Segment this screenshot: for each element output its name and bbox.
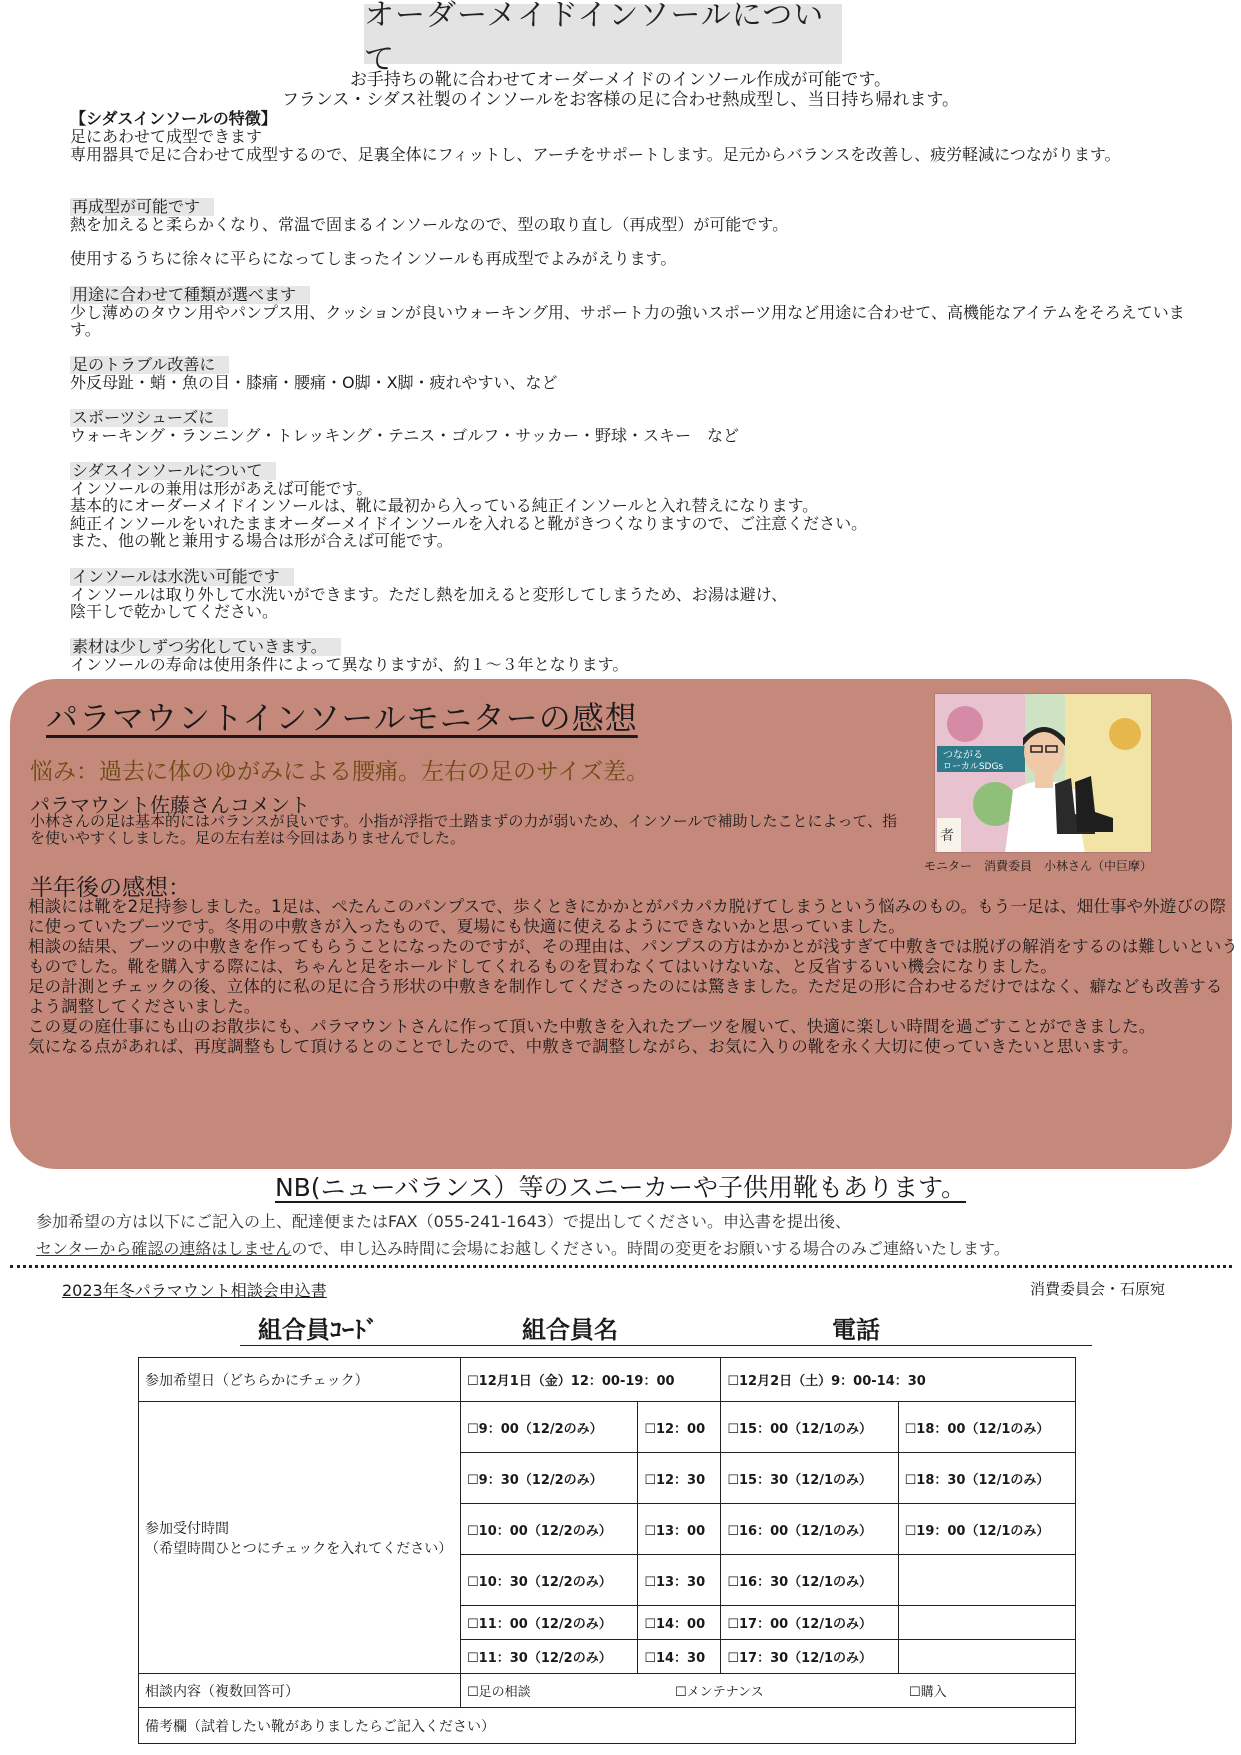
section-heading: インソールは水洗い可能です <box>70 568 294 586</box>
member-name-field[interactable]: 組合員名 <box>522 1316 618 1344</box>
time-slot[interactable]: ☐10：30（12/2のみ） <box>461 1555 638 1606</box>
after-text <box>28 897 1238 1057</box>
time-note: （希望時間ひとつにチェックを入れてください） <box>145 1540 453 1557</box>
section-body <box>70 216 1200 268</box>
time-slot-empty <box>898 1606 1075 1640</box>
section-about <box>70 462 1200 550</box>
section-heading: 再成型が可能です <box>70 198 214 216</box>
time-label: 参加受付時間 <box>145 1520 229 1537</box>
date-option-dec2[interactable]: ☐12月2日（土）9：00-14：30 <box>721 1358 1076 1402</box>
section-remold <box>70 198 1200 268</box>
section-body <box>70 304 1200 339</box>
intro-line: お手持ちの靴に合わせてオーダーメイドのインソール作成が可能です。 <box>349 70 892 90</box>
section-text: 基本的にオーダーメイドインソールは、靴に最初から入っている純正インソールと入れ替えになります。 <box>70 496 819 515</box>
after-heading: 半年後の感想： <box>30 875 191 901</box>
intro-line: フランス・シダス社製のインソールをお客様の足に合わせ熱成型し、当日持ち帰れます。 <box>281 90 960 110</box>
section-molding <box>70 128 1200 163</box>
member-fields <box>240 1310 1092 1346</box>
comment-heading: パラマウント佐藤さんコメント <box>30 793 310 817</box>
time-slot[interactable]: ☐18：30（12/1のみ） <box>898 1453 1075 1504</box>
form-title: 2023年冬パラマウント相談会申込書 <box>62 1281 327 1300</box>
section-text: 陰干しで乾かしてください。 <box>70 602 279 621</box>
consult-label: 相談内容（複数回答可） <box>139 1674 461 1708</box>
time-slot[interactable]: ☐14：00 <box>638 1606 721 1640</box>
after-paragraph: 相談の結果、ブーツの中敷きを作ってもらうことになったのですが、その理由は、パンプスの方はかかとが浅すぎて中敷きでは脱げの解消をするのは難しいというものでした。靴を購入する際には、ちゃんと足をホールドしてくれるものを買わなくてはいけないな、と反省するいい機会になりました。 <box>28 937 1238 976</box>
section-body <box>70 146 1200 164</box>
time-slot[interactable]: ☐16：30（12/1のみ） <box>721 1555 898 1606</box>
date-row <box>139 1358 1076 1402</box>
time-slot-empty <box>898 1640 1075 1674</box>
consult-option-purchase[interactable]: ☐購入 <box>909 1685 947 1700</box>
section-text: ウォーキング・ランニング・トレッキング・テニス・ゴルフ・サッカー・野球・スキー など <box>70 425 739 445</box>
photo-sign-text: ローカルSDGs <box>943 762 1004 772</box>
time-slot[interactable]: ☐11：30（12/2のみ） <box>461 1640 638 1674</box>
nb-notice-text: NB(ニューバランス）等のスニーカーや子供用靴もあります。 <box>274 1173 967 1202</box>
after-paragraph: この夏の庭仕事にも山のお散歩にも、パラマウントさんに作って頂いた中敷きを入れたブーツを履いて、快適に楽しい時間を過ごすことができました。 <box>28 1017 1156 1036</box>
section-body <box>70 656 1200 674</box>
section-text: インソールの兼用は形があえば可能です。 <box>70 478 373 498</box>
monitor-panel <box>10 679 1238 1169</box>
section-heading: シダスインソールについて <box>70 462 276 480</box>
features-heading <box>70 110 1200 128</box>
remarks-row <box>139 1708 1076 1744</box>
phone-field[interactable]: 電話 <box>832 1316 880 1344</box>
time-slot[interactable]: ☐18：00（12/1のみ） <box>898 1402 1075 1453</box>
time-slot[interactable]: ☐19：00（12/1のみ） <box>898 1504 1075 1555</box>
section-text: インソールの寿命は使用条件によって異なりますが、約１～３年となります。 <box>70 654 629 674</box>
section-body <box>70 586 1200 621</box>
intro <box>0 70 1241 110</box>
time-slot[interactable]: ☐10：00（12/2のみ） <box>461 1504 638 1555</box>
consult-option-foot[interactable]: ☐足の相談 <box>467 1685 531 1700</box>
section-heading: スポーツシューズに <box>70 409 228 427</box>
after-paragraph: 足の計測とチェックの後、立体的に私の足に合う形状の中敷きを制作してくださったのには驚きました。ただ足の形に合わせるだけではなく、癖なども改善するよう調整してくださいました。 <box>28 977 1223 1016</box>
time-slot[interactable]: ☐15：30（12/1のみ） <box>721 1453 898 1504</box>
section-heading: 足のトラブル改善に <box>70 356 229 374</box>
time-slot[interactable]: ☐15：00（12/1のみ） <box>721 1402 898 1453</box>
time-slot[interactable]: ☐13：30 <box>638 1555 721 1606</box>
time-row <box>139 1402 1076 1453</box>
section-heading: 素材は少しずつ劣化していきます。 <box>70 638 341 656</box>
monitor-photo-illustration <box>935 694 1152 853</box>
time-slot[interactable]: ☐16：00（12/1のみ） <box>721 1504 898 1555</box>
apply-instructions <box>36 1208 1226 1262</box>
monitor-worry: 悩み：過去に体のゆがみによる腰痛。左右の足のサイズ差。 <box>30 759 650 785</box>
time-slot[interactable]: ☐17：30（12/1のみ） <box>721 1640 898 1674</box>
time-slot[interactable]: ☐12：30 <box>638 1453 721 1504</box>
photo-sign-text: 者 <box>940 828 954 844</box>
time-slot-empty <box>898 1555 1075 1606</box>
photo-sign-text: つながる <box>943 750 983 761</box>
section-text: 使用するうちに徐々に平らになってしまったインソールも再成型でよみがえります。 <box>70 249 677 268</box>
section-lifespan <box>70 638 1200 673</box>
application-form <box>138 1357 1076 1744</box>
section-text: インソールは取り外して水洗いができます。ただし熱を加えると変形してしまうため、お湯は避け、 <box>70 584 788 604</box>
member-code-field[interactable]: 組合員ｺｰﾄﾞ <box>258 1316 378 1344</box>
time-slot[interactable]: ☐12：00 <box>638 1402 721 1453</box>
cut-line <box>10 1265 1232 1268</box>
section-troubles <box>70 356 1200 391</box>
features-heading-text: 【シダスインソールの特徴】 <box>70 109 277 128</box>
section-text: 外反母趾・蛸・魚の目・膝痛・腰痛・O脚・X脚・疲れやすい、など <box>70 372 558 392</box>
section-text: 専用器具で足に合わせて成型するので、足裏全体にフィットし、アーチをサポートします。足元からバランスを改善し、疲労軽減につながります。 <box>70 144 1121 164</box>
after-paragraph: 相談には靴を2足持参しました。1足は、ぺたんこのパンプスで、歩くときにかかとがパカパカ脱げてしまうという悩みのもの。もう一足は、畑仕事や外遊びの際に使っていたブーツです。冬用の中敷きが入ったもので、夏場にも快適に使えるようにできないかと思っていました。 <box>28 897 1227 936</box>
page-title: オーダーメイドインソールについて <box>364 4 842 64</box>
section-heading: 用途に合わせて種類が選べます <box>70 286 310 304</box>
section-text: 少し薄めのタウン用やパンプス用、クッションが良いウォーキング用、サポート力の強いスポーツ用など用途に合わせて、高機能なアイテムをそろえています。 <box>70 302 1185 339</box>
apply-line <box>36 1235 1226 1262</box>
section-types <box>70 286 1200 339</box>
consult-option-maintenance[interactable]: ☐メンテナンス <box>675 1685 764 1700</box>
section-text: また、他の靴と兼用する場合は形が合えば可能です。 <box>70 531 453 550</box>
section-text: 純正インソールをいれたままオーダーメイドインソールを入れると靴がきつくなりますので、ご注意ください。 <box>70 513 868 533</box>
time-slot[interactable]: ☐17：00（12/1のみ） <box>721 1606 898 1640</box>
section-heading: 足にあわせて成型できます <box>70 127 263 146</box>
photo-caption: モニター 消費委員 小林さん（中巨摩） <box>924 859 1153 873</box>
date-label: 参加希望日（どちらかにチェック） <box>139 1358 461 1402</box>
apply-rest: ので、申し込み時間に会場にお越しください。時間の変更をお願いする場合のみご連絡いたします。 <box>291 1239 1010 1258</box>
section-washable <box>70 568 1200 621</box>
apply-underline: センターから確認の連絡はしません <box>36 1239 292 1258</box>
after-paragraph: 気になる点があれば、再度調整もして頂けるとのことでしたので、中敷きで調整しながら、お気に入りの靴を永く大切に使っていきたいと思います。 <box>28 1037 1139 1056</box>
time-slot[interactable]: ☐14：30 <box>638 1640 721 1674</box>
form-org: 消費委員会・石原宛 <box>1030 1280 1166 1298</box>
time-label-cell <box>139 1402 461 1674</box>
monitor-title: パラマウントインソールモニターの感想 <box>46 699 638 737</box>
time-slot[interactable]: ☐11：00（12/2のみ） <box>461 1606 638 1640</box>
time-slot[interactable]: ☐9：00（12/2のみ） <box>461 1402 638 1453</box>
nb-notice <box>0 1168 1241 1204</box>
section-sports <box>70 409 1200 444</box>
section-body <box>70 427 1200 445</box>
section-body <box>70 374 1200 392</box>
time-slot[interactable]: ☐13：00 <box>638 1504 721 1555</box>
time-slot[interactable]: ☐9：30（12/2のみ） <box>461 1453 638 1504</box>
section-body <box>70 480 1200 550</box>
consult-row <box>139 1674 1076 1708</box>
monitor-photo <box>934 693 1152 853</box>
apply-line: 参加希望の方は以下にご記入の上、配達便またはFAX（055-241-1643）で提出してください。申込書を提出後、 <box>36 1212 851 1231</box>
comment-text: 小林さんの足は基本的にはバランスが良いです。小指が浮指で土踏まずの力が弱いため、インソールで補助したことによって、指を使いやすくしました。足の左右差は今回はありませんでした。 <box>30 812 898 847</box>
section-spacer <box>70 233 1200 250</box>
date-option-dec1[interactable]: ☐12月1日（金）12：00-19：00 <box>461 1358 721 1402</box>
consult-options <box>461 1674 1076 1708</box>
section-text: 熱を加えると柔らかくなり、常温で固まるインソールなので、型の取り直し（再成型）が可能です。 <box>70 214 789 234</box>
remarks-field[interactable]: 備考欄（試着したい靴がありましたらご記入ください） <box>139 1708 1076 1744</box>
